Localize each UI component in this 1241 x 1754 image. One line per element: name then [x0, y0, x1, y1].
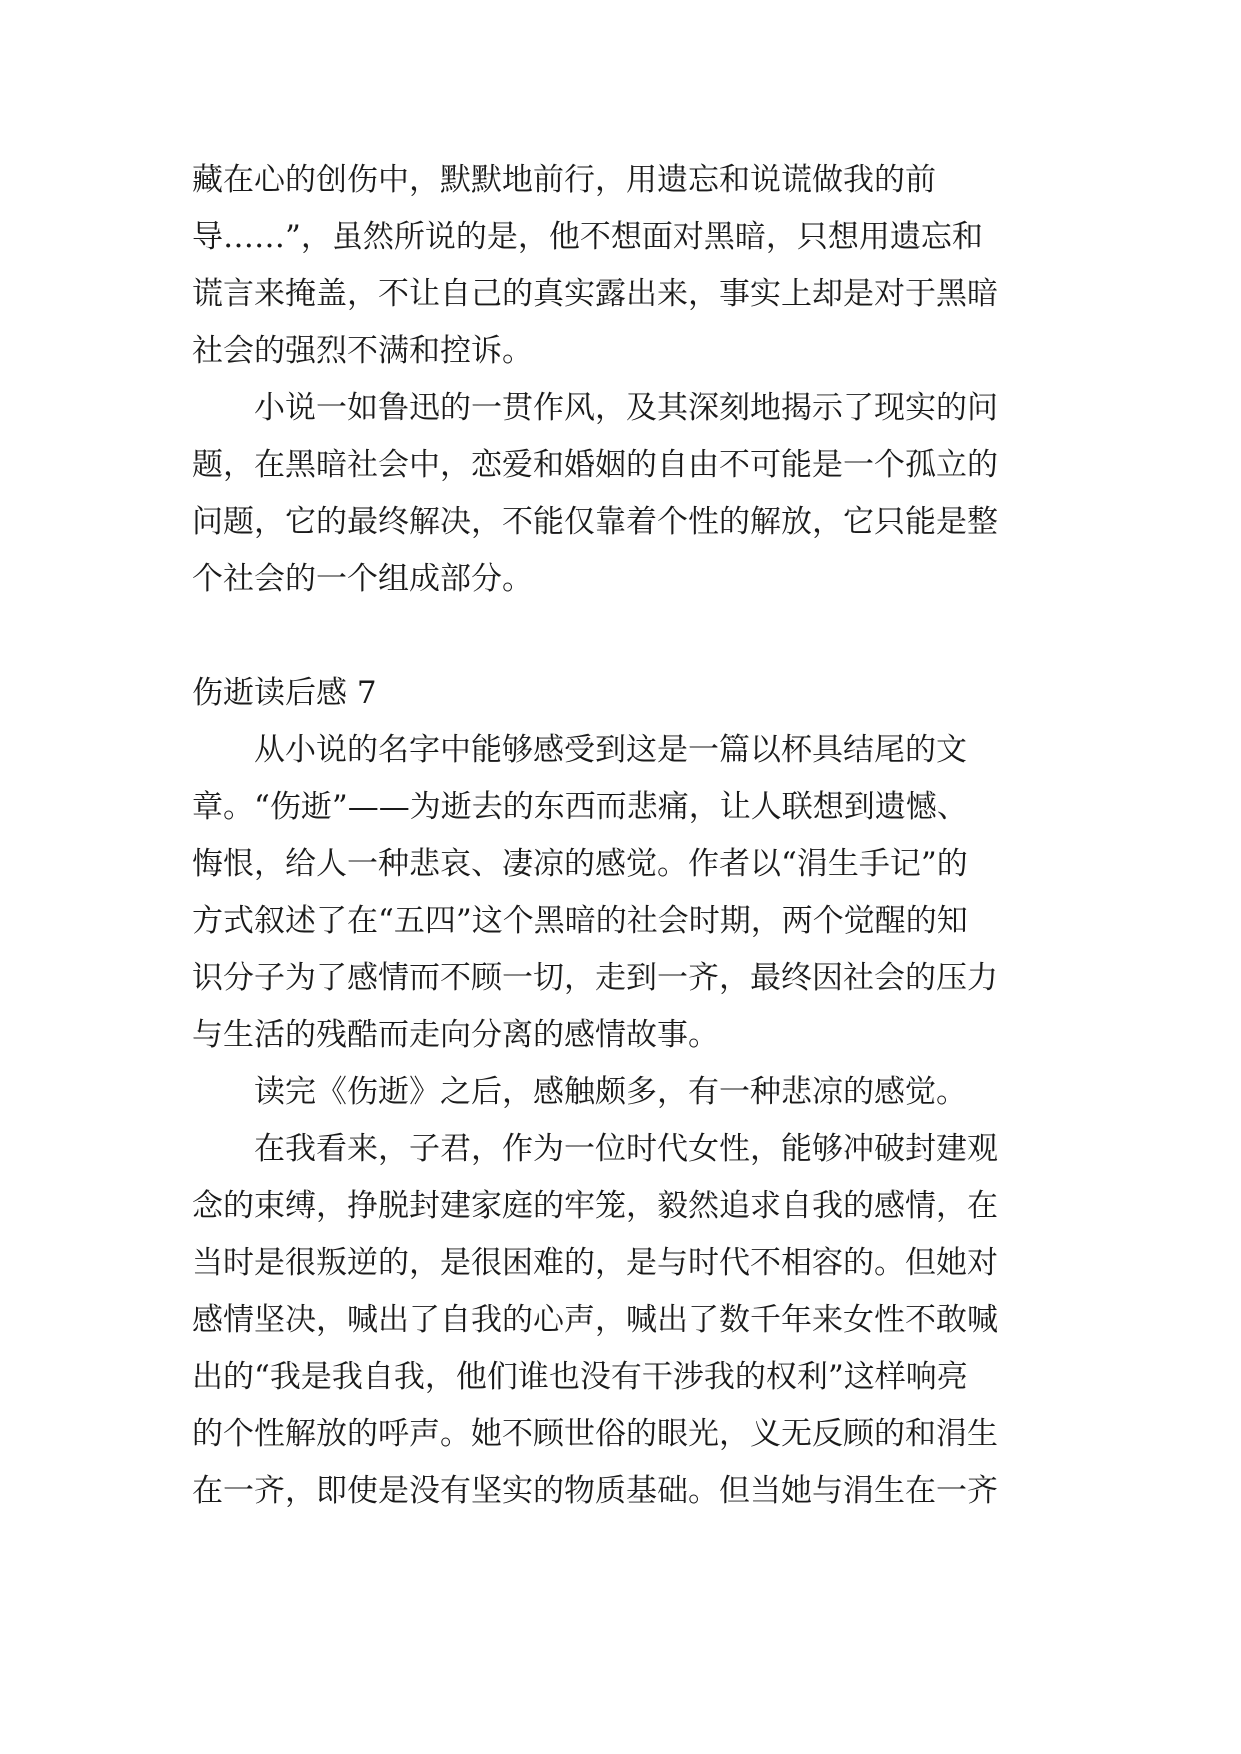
blank-line: [192, 608, 1052, 665]
text-line: 谎言来掩盖，不让自己的真实露出来，事实上却是对于黑暗: [192, 276, 998, 312]
text-line: 方式叙述了在“五四”这个黑暗的社会时期，两个觉醒的知: [192, 903, 968, 939]
paragraph: [192, 1121, 1052, 1520]
text-line: 在一齐，即使是没有坚实的物质基础。但当她与涓生在一齐: [192, 1473, 998, 1509]
text-line: 藏在心的创伤中，默默地前行，用遗忘和说谎做我的前: [192, 162, 936, 198]
text-line: 出的“我是我自我，他们谁也没有干涉我的权利”这样响亮: [192, 1359, 968, 1395]
paragraph-continuation: [192, 152, 1052, 380]
text-line: 导……”，虽然所说的是，他不想面对黑暗，只想用遗忘和: [192, 219, 983, 255]
text-line: 识分子为了感情而不顾一切，走到一齐，最终因社会的压力: [192, 960, 998, 996]
document-body: [192, 152, 1052, 1520]
text-line: 的个性解放的呼声。她不顾世俗的眼光，义无反顾的和涓生: [192, 1416, 998, 1452]
paragraph: [192, 722, 1052, 1064]
text-line: 悔恨，给人一种悲哀、凄凉的感觉。作者以“涓生手记”的: [192, 846, 968, 882]
text-line: 当时是很叛逆的，是很困难的，是与时代不相容的。但她对: [192, 1245, 998, 1281]
section-heading: 伤逝读后感 7: [192, 675, 377, 711]
text-line: 社会的强烈不满和控诉。: [192, 333, 533, 369]
text-line: 个社会的一个组成部分。: [192, 561, 533, 597]
text-line: 题，在黑暗社会中，恋爱和婚姻的自由不可能是一个孤立的: [192, 447, 998, 483]
text-line: 章。“伤逝”——为逝去的东西而悲痛，让人联想到遗憾、: [192, 789, 968, 825]
text-line: 在我看来，子君，作为一位时代女性，能够冲破封建观: [192, 1131, 998, 1167]
text-line: 感情坚决，喊出了自我的心声，喊出了数千年来女性不敢喊: [192, 1302, 998, 1338]
text-line: 从小说的名字中能够感受到这是一篇以杯具结尾的文: [192, 732, 967, 768]
text-line: 小说一如鲁迅的一贯作风，及其深刻地揭示了现实的问: [192, 390, 998, 426]
text-line: 与生活的残酷而走向分离的感情故事。: [192, 1017, 719, 1053]
text-line: 念的束缚，挣脱封建家庭的牢笼，毅然追求自我的感情，在: [192, 1188, 998, 1224]
text-line: 问题，它的最终解决，不能仅靠着个性的解放，它只能是整: [192, 504, 998, 540]
paragraph: [192, 1064, 1052, 1121]
text-line: 读完《伤逝》之后，感触颇多，有一种悲凉的感觉。: [192, 1074, 967, 1110]
paragraph: [192, 380, 1052, 608]
